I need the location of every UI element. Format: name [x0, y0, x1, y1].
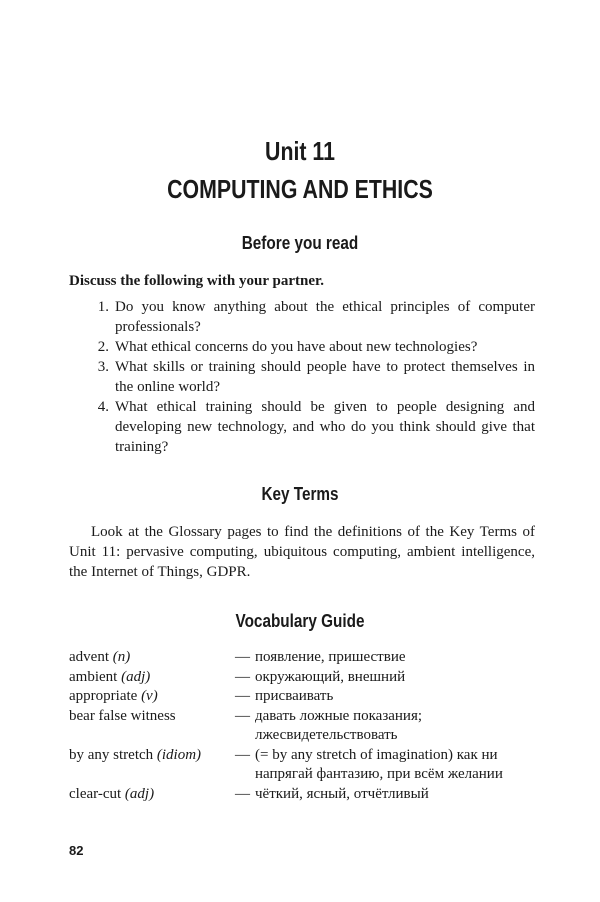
vocab-pos: (adj) — [124, 785, 155, 802]
vocab-term — [69, 707, 235, 746]
vocab-word: ambient — [69, 668, 118, 685]
question-text: Do you know anything about the ethical principles of computer professionals? — [115, 299, 535, 335]
vocab-dash: — — [235, 668, 250, 685]
vocab-definition-cell — [235, 687, 539, 707]
question-number: 3. — [97, 359, 109, 375]
vocab-entry — [69, 746, 539, 785]
vocabulary-heading: Vocabulary Guide — [235, 611, 365, 631]
vocab-term — [69, 785, 235, 805]
vocab-word: advent — [69, 649, 109, 665]
question-item — [69, 297, 535, 337]
vocab-definition: (= by any stretch of imagination) как ни напрягай фантазию, при всём желании — [255, 746, 503, 782]
vocab-word: by any stretch — [69, 746, 154, 763]
vocab-definition-cell — [235, 648, 539, 668]
vocab-word: appropriate — [69, 688, 138, 704]
vocab-entry — [69, 707, 539, 746]
vocab-word: bear false witness — [69, 707, 176, 724]
vocab-entry — [69, 687, 539, 707]
vocab-definition-cell — [235, 746, 539, 785]
vocab-definition: окружающий, внешний — [255, 668, 406, 685]
vocab-definition: появление, пришествие — [255, 649, 406, 665]
vocab-pos: (n) — [112, 649, 131, 665]
discuss-instruction: Discuss the following with your partner. — [69, 273, 325, 289]
vocab-definition-cell — [235, 785, 539, 805]
key-terms-heading: Key Terms — [261, 484, 339, 504]
question-text: What ethical training should be given to people designing and developing new technology, and who do you think should give that training? — [115, 399, 535, 455]
vocab-pos: (v) — [141, 688, 158, 704]
vocab-term — [69, 746, 235, 785]
vocab-definition: чёткий, ясный, отчётливый — [255, 785, 429, 802]
vocab-definition: присваивать — [255, 688, 334, 704]
vocab-dash: — — [235, 785, 250, 802]
vocab-term — [69, 668, 235, 688]
vocab-entry — [69, 785, 539, 805]
question-number: 1. — [97, 299, 109, 315]
unit-title: Unit 11 — [265, 136, 335, 166]
vocab-word: clear-cut — [69, 785, 122, 802]
vocab-dash: — — [235, 688, 250, 704]
vocab-entry — [69, 668, 539, 688]
key-terms-paragraph: Look at the Glossary pages to find the definitions of the Key Terms of Unit 11: pervasive computing, ubiquitous computing, ambient intelligence, the Internet of Things, GDPR. — [69, 524, 535, 580]
question-text: What skills or training should people have to protect themselves in the online world? — [115, 359, 535, 395]
vocab-dash: — — [235, 649, 250, 665]
vocab-entry — [69, 648, 539, 668]
question-number: 4. — [97, 399, 109, 415]
question-item — [69, 337, 535, 357]
vocab-definition-cell — [235, 707, 539, 746]
question-number: 2. — [97, 339, 109, 355]
vocab-pos: (adj) — [121, 668, 151, 685]
question-item — [69, 397, 535, 457]
vocab-definition: давать ложные показания; лжесвидетельствовать — [255, 707, 423, 743]
question-list — [69, 297, 535, 457]
page-number: 82 — [69, 843, 84, 858]
vocab-term — [69, 648, 235, 668]
vocab-term — [69, 687, 235, 707]
vocabulary-list — [69, 648, 539, 804]
vocab-dash: — — [235, 707, 250, 724]
before-you-read-heading: Before you read — [241, 233, 359, 253]
vocab-dash: — — [235, 746, 250, 763]
vocab-pos: (idiom) — [156, 746, 202, 763]
question-item — [69, 357, 535, 397]
question-text: What ethical concerns do you have about new technologies? — [115, 339, 478, 355]
vocab-definition-cell — [235, 668, 539, 688]
unit-subtitle: COMPUTING AND ETHICS — [167, 174, 433, 204]
